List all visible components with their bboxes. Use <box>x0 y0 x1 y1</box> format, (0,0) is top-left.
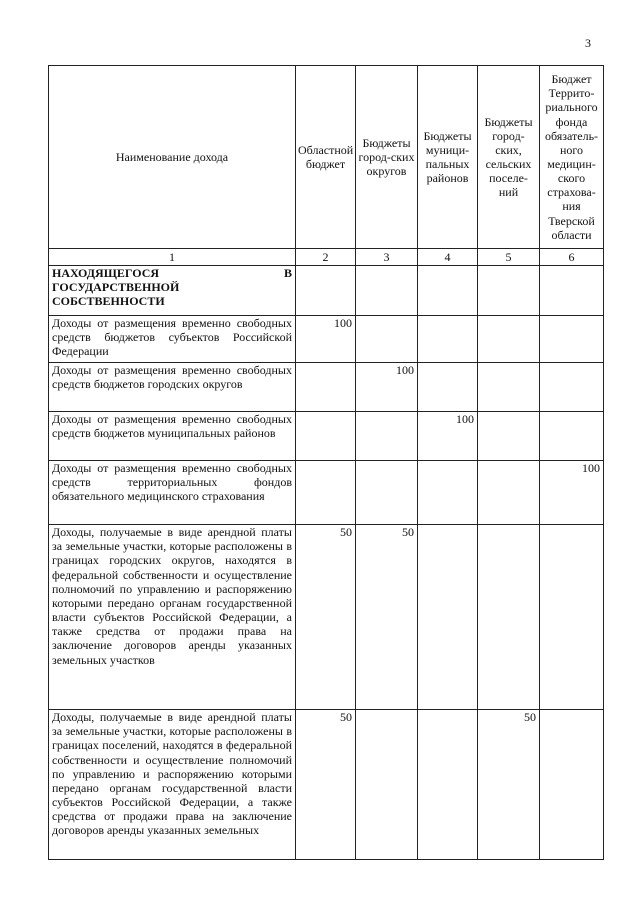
value-cell <box>478 412 540 461</box>
section-title-rest: ГОСУДАРСТВЕННОЙ СОБСТВЕННОСТИ <box>52 280 180 309</box>
value-cell <box>478 316 540 363</box>
value-cell <box>478 363 540 412</box>
table-row <box>49 316 604 363</box>
table-row <box>49 412 604 461</box>
value-cell <box>478 525 540 710</box>
section-title-first-line <box>52 266 292 280</box>
table-row <box>49 363 604 412</box>
income-name: Доходы от размещения временно свободных средств бюджетов городских округов <box>49 363 296 412</box>
table-header-row <box>49 66 604 249</box>
section-title-right: В <box>283 266 292 281</box>
income-name: Доходы, получаемые в виде арендной платы за земельные участки, которые расположены в границах поселений, находятся в федеральной собственности и осуществление полномочий по управлению и распоряжению которыми передано органам государственной власти субъектов Российской Федерации, а также средства от продажи права на заключение договоров аренды указанных земельных <box>49 710 296 860</box>
value-cell <box>540 363 604 412</box>
column-number: 3 <box>356 249 418 266</box>
column-number: 4 <box>418 249 478 266</box>
value-cell <box>356 316 418 363</box>
section-title <box>49 266 296 316</box>
table-row <box>49 710 604 860</box>
value-cell <box>540 412 604 461</box>
value-cell <box>296 412 356 461</box>
section-title-row <box>49 266 604 316</box>
value-cell <box>418 710 478 860</box>
value-cell: 100 <box>296 316 356 363</box>
header-regional-budget <box>296 66 356 249</box>
header-urban-districts <box>356 66 418 249</box>
header-settlements-label: Бюджеты город-ских, сельских поселе-ний <box>484 114 533 200</box>
header-regional-budget-label: Областной бюджет <box>298 142 354 171</box>
header-income-name-label: Наименование дохода <box>115 149 229 164</box>
column-number: 6 <box>540 249 604 266</box>
column-number: 1 <box>49 249 296 266</box>
header-municipal-districts <box>418 66 478 249</box>
value-cell: 50 <box>356 525 418 710</box>
table-cell <box>356 266 418 316</box>
income-name: Доходы от размещения временно свободных средств бюджетов субъектов Российской Федерации <box>49 316 296 363</box>
header-medical-insurance-fund <box>540 66 604 249</box>
value-cell <box>418 316 478 363</box>
value-cell <box>356 412 418 461</box>
table-cell <box>540 266 604 316</box>
page-number: 3 <box>585 36 591 50</box>
header-municipal-districts-label: Бюджеты муници-пальных районов <box>423 128 472 186</box>
value-cell <box>418 363 478 412</box>
income-name: Доходы, получаемые в виде арендной платы за земельные участки, которые расположены в границах городских округов, находятся в федеральной собственности и осуществление полномочий по управлению и распоряжению которыми передано органам государственной власти субъектов Российской Федерации, а также средства от продажи права на заключение договоров аренды указанных земельных участков <box>49 525 296 710</box>
table-cell <box>418 266 478 316</box>
table-row <box>49 525 604 710</box>
value-cell <box>478 461 540 525</box>
value-cell: 100 <box>540 461 604 525</box>
header-urban-districts-label: Бюджеты город-ских округов <box>358 135 415 179</box>
income-distribution-table <box>48 65 604 860</box>
value-cell <box>296 363 356 412</box>
income-name: Доходы от размещения временно свободных средств бюджетов муниципальных районов <box>49 412 296 461</box>
value-cell <box>540 316 604 363</box>
table-cell <box>296 266 356 316</box>
table-row <box>49 461 604 525</box>
value-cell <box>418 461 478 525</box>
column-number: 5 <box>478 249 540 266</box>
value-cell: 50 <box>296 525 356 710</box>
table-cell <box>478 266 540 316</box>
value-cell: 50 <box>478 710 540 860</box>
value-cell: 100 <box>356 363 418 412</box>
header-income-name <box>49 66 296 249</box>
column-number-row <box>49 249 604 266</box>
value-cell <box>296 461 356 525</box>
value-cell <box>540 525 604 710</box>
value-cell: 50 <box>296 710 356 860</box>
value-cell <box>540 710 604 860</box>
value-cell <box>356 710 418 860</box>
value-cell: 100 <box>418 412 478 461</box>
column-number: 2 <box>296 249 356 266</box>
header-medical-insurance-fund-label: Бюджет Террито-риального фонда обязатель-ного медицин-ского страхова-ния Тверской области <box>544 72 599 242</box>
value-cell <box>356 461 418 525</box>
value-cell <box>418 525 478 710</box>
section-title-left: НАХОДЯЩЕГОСЯ <box>52 266 160 281</box>
header-settlements <box>478 66 540 249</box>
income-name: Доходы от размещения временно свободных средств территориальных фондов обязательного медицинского страхования <box>49 461 296 525</box>
